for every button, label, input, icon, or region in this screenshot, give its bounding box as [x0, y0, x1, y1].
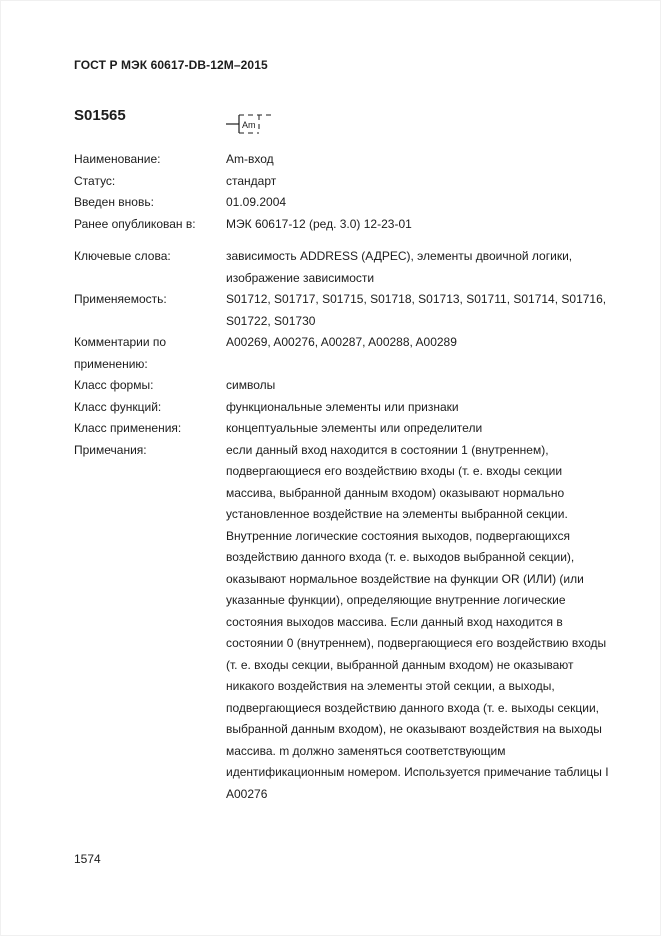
field-label: Введен вновь: [74, 195, 154, 209]
field-application-class [74, 418, 614, 440]
field-applicability [74, 289, 614, 332]
field-value: символы [226, 378, 276, 392]
field-value: A00269, A00276, A00287, A00288, A00289 [226, 335, 457, 349]
field-label: Примечания: [74, 442, 147, 457]
am-input-symbol [226, 107, 278, 139]
field-keywords [74, 246, 614, 289]
field-function-class [74, 397, 614, 419]
field-value: Am-вход [226, 152, 274, 166]
field-label: Ранее опубликован в: [74, 216, 196, 231]
field-name [74, 149, 614, 171]
field-label: Комментарии по применению: [74, 335, 167, 371]
field-introduced [74, 192, 614, 214]
symbol-id: S01565 [74, 107, 126, 124]
page-number: 1574 [74, 852, 101, 866]
field-label: Наименование: [74, 152, 161, 166]
field-label: Класс функций: [74, 399, 162, 414]
field-form-class [74, 375, 614, 397]
field-application-comments [74, 332, 614, 375]
field-value: если данный вход находится в состоянии 1 (внутреннем), подвергающиеся его воздействию входы (т. е. входы секции массива, выбранной данным входом) оказывают нормально установленное воздействие на элементы выбранной секции. Внутренние логические состояния выходов, подвергающихся воздействию данного входа (т. е. выходов выбранной секции), оказывают нормальное воздействие на функции OR (ИЛИ) (или указанные функции), определяющие внутренние логические состояния выходов массива. Если данный вход находится в состоянии 0 (внутреннем), подвергающиеся его воздействию входы (т. е. входы секции, выбранной данным входом) не оказывают никакого воздействия на элементы этой секции, а выходы, подвергающиеся воздействию данного входа (т. е. выходы секции, выбранной данным входом), не оказывают воздействия на выходы массива. m должно заменяться соответствующим идентификационным номером. Используется примечание таблицы I A00276 [226, 442, 609, 801]
field-value: стандарт [226, 173, 277, 188]
field-value: зависимость ADDRESS (АДРЕС), элементы двоичной логики, изображение зависимости [226, 249, 573, 285]
field-label: Класс формы: [74, 378, 154, 392]
field-status [74, 171, 614, 193]
field-value: концептуальные элементы или определители [226, 421, 483, 435]
field-value: S01712, S01717, S01715, S01718, S01713, S01711, S01714, S01716, S01722, S01730 [226, 292, 607, 328]
document-header: ГОСТ Р МЭК 60617-DB-12M–2015 [74, 58, 268, 72]
field-value: МЭК 60617-12 (ред. 3.0) 12-23-01 [226, 216, 412, 231]
field-notes [74, 440, 614, 806]
field-previously-published [74, 214, 614, 236]
am-symbol-icon [226, 107, 278, 139]
fields-table [74, 149, 614, 805]
field-value: функциональные элементы или признаки [226, 399, 459, 414]
field-label: Статус: [74, 173, 116, 188]
field-label: Применяемость: [74, 292, 167, 306]
field-label: Класс применения: [74, 421, 182, 435]
symbol-label: Am [242, 120, 256, 130]
field-label: Ключевые слова: [74, 249, 171, 263]
field-value: 01.09.2004 [226, 195, 287, 209]
